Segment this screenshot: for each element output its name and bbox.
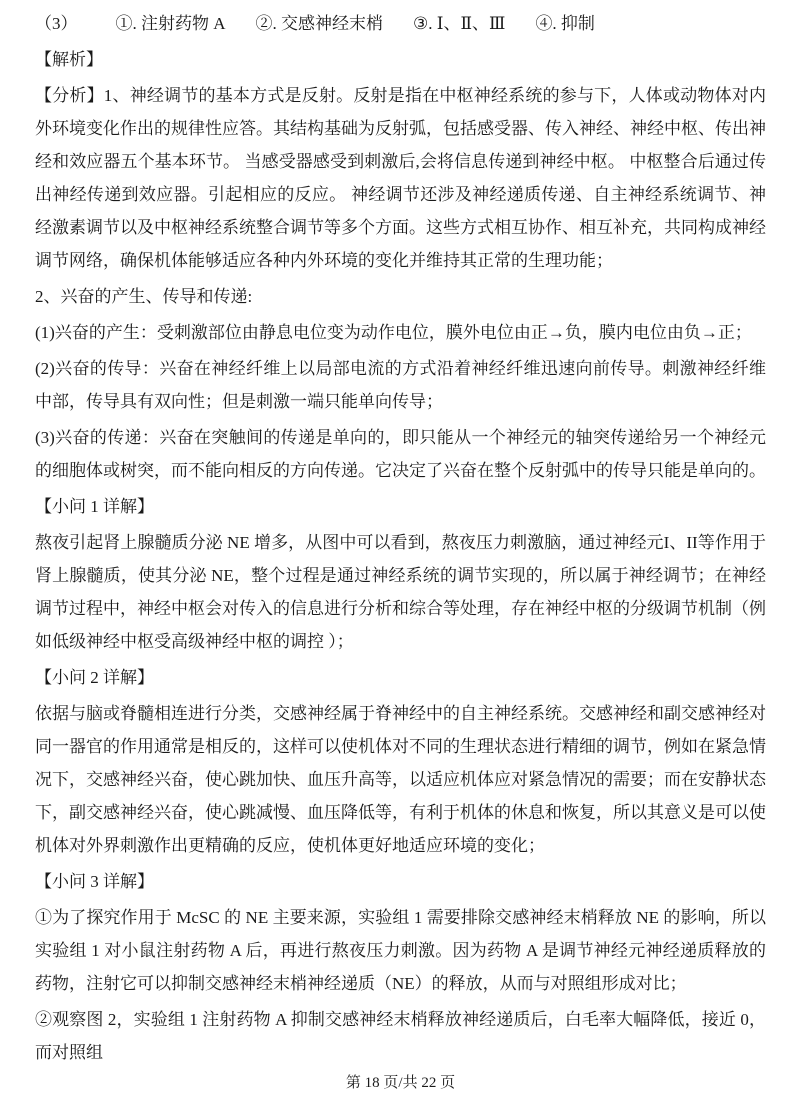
subquestion1-detail-heading: 【小问 1 详解】 bbox=[35, 497, 154, 516]
fenxi-analysis-paragraph: 【分析】1、神经调节的基本方式是反射。反射是指在中枢神经系统的参与下，人体或动物体对内外环境变化作出的规律性应答。其结构基础为反射弧，包括感受器、传入神经、神经中枢、传出神经和效应器五个基本环节。 当感受器感受到刺激后,会将信息传递到神经中枢。 中枢整合后通过传出神经传递到效应器。引起相应的反应。 神经调节还涉及神经递质传递、自主神经系统调节、神经激素调节以及中枢神经系统整合调节等多个方面。这些方式相互协作、相互补充，共同构成神经调节网络，确保机体能够适应各种内外环境的变化并维持其正常的生理功能； bbox=[35, 86, 766, 270]
answer-blank-1: ①. 注射药物 A bbox=[115, 14, 226, 33]
jiexi-heading: 【解析】 bbox=[35, 50, 103, 69]
page-footer: 第 18 页/共 22 页 bbox=[345, 1075, 456, 1091]
subquestion2-detail-heading: 【小问 2 详解】 bbox=[35, 668, 154, 687]
subquestion1-detail-paragraph: 熬夜引起肾上腺髓质分泌 NE 增多，从图中可以看到，熬夜压力刺激脑，通过神经元I、II等作用于肾上腺髓质，使其分泌 NE，整个过程是通过神经系统的调节实现的，所以属于神经调节；在神经调节过程中，神经中枢会对传入的信息进行分析和综合等处理，存在神经中枢的分级调节机制（例如低级神经中枢受高级神经中枢的调控 ）； bbox=[35, 533, 766, 651]
subquestion3-detail-heading: 【小问 3 详解】 bbox=[35, 872, 154, 891]
point2-heading: 2、兴奋的产生、传导和传递: bbox=[35, 287, 253, 306]
subquestion3-item2-paragraph: ②观察图 2，实验组 1 注射药物 A 抑制交感神经末梢释放神经递质后，白毛率大幅降低，接近 0，而对照组 bbox=[35, 1010, 766, 1062]
answer-line-q3 bbox=[35, 7, 766, 40]
point2-item1-paragraph: (1)兴奋的产生：受刺激部位由静息电位变为动作电位，膜外电位由正→负，膜内电位由负→正； bbox=[35, 323, 752, 342]
answer-blank-4: ④. 抑制 bbox=[535, 14, 595, 33]
point2-item3-paragraph: (3)兴奋的传递：兴奋在突触间的传递是单向的，即只能从一个神经元的轴突传递给另一个神经元的细胞体或树突，而不能向相反的方向传递。它决定了兴奋在整个反射弧中的传导只能是单向的。 bbox=[35, 428, 766, 480]
subquestion3-item1-paragraph: ①为了探究作用于 McSC 的 NE 主要来源，实验组 1 需要排除交感神经末梢释放 NE 的影响，所以实验组 1 对小鼠注射药物 A 后，再进行熬夜压力刺激。因为药物 A 是调节神经元神经递质释放的药物，注射它可以抑制交感神经末梢神经递质（NE）的释放，从而与对照组形成对比； bbox=[35, 908, 766, 993]
answer-q3-number: （3） bbox=[35, 14, 78, 33]
answer-blank-2: ②. 交感神经末梢 bbox=[255, 14, 384, 33]
subquestion2-detail-paragraph: 依据与脑或脊髓相连进行分类，交感神经属于脊神经中的自主神经系统。交感神经和副交感神经对同一器官的作用通常是相反的，这样可以使机体对不同的生理状态进行精细的调节，例如在紧急情况下，交感神经兴奋，使心跳加快、血压升高等，以适应机体应对紧急情况的需要；而在安静状态下，副交感神经兴奋，使心跳减慢、血压降低等，有利于机体的休息和恢复，所以其意义是可以使机体对外界刺激作出更精确的反应，使机体更好地适应环境的变化； bbox=[35, 704, 766, 855]
point2-item2-paragraph: (2)兴奋的传导：兴奋在神经纤维上以局部电流的方式沿着神经纤维迅速向前传导。刺激神经纤维中部，传导具有双向性；但是刺激一端只能单向传导； bbox=[35, 359, 766, 411]
answer-blank-3: ③. Ⅰ、Ⅱ、Ⅲ bbox=[413, 14, 506, 33]
